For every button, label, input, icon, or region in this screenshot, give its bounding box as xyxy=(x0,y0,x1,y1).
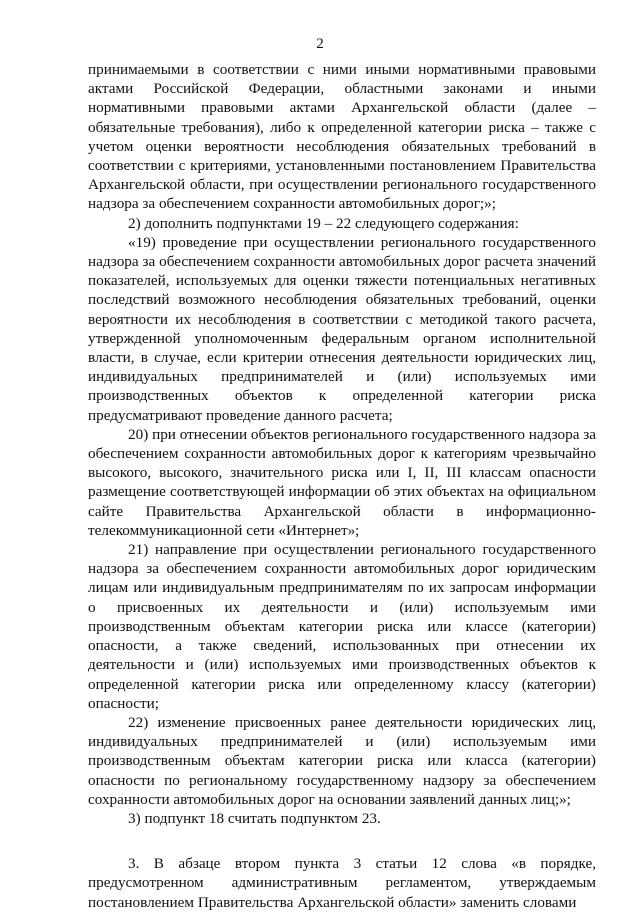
paragraph-subitem-2: 2) дополнить подпунктами 19 – 22 следующего содержания: xyxy=(128,214,519,232)
document-body xyxy=(88,60,596,912)
page-number: 2 xyxy=(316,36,324,52)
paragraph-subitem-19: «19) проведение при осуществлении регионального государственного надзора за обеспечением сохранности автомобильных дорог расчета значений показателей, используемых для оценки тяжести потенциальных негативных последствий возможного несоблюдения обязательных требований, оценки вероятности их несоблюдения в соответствии с методикой такого расчета, утвержденной уполномоченным федеральным органом исполнительной власти, в случае, если критерии отнесения деятельности юридических лиц, индивидуальных предпринимателей и (или) используемых ими производственных объектов к определенной категории риска предусматривают проведение данного расчета; xyxy=(88,233,596,424)
paragraph-subitem-22: 22) изменение присвоенных ранее деятельности юридических лиц, индивидуальных предпринимателей и (или) используемым ими производственным объектам категории риска или класса (категории) опасности по региональному государственному надзору за обеспечением сохранности автомобильных дорог на основании заявлений данных лиц;»; xyxy=(88,713,596,808)
paragraph-continuation: принимаемыми в соответствии с ними иными нормативными правовыми актами Российской Федерации, областными законами и иными нормативными правовыми актами Архангельской области (далее – обязательные требования), либо к определенной категории риска – также с учетом оценки вероятности несоблюдения обязательных требований в соответствии с критериями, установленными постановлением Правительства Архангельской области, при осуществлении регионального государственного надзора за обеспечением сохранности автомобильных дорог;»; xyxy=(88,61,596,213)
paragraph-item-3: 3. В абзаце втором пункта 3 статьи 12 слова «в порядке, предусмотренном административным регламентом, утверждаемым постановлением Правительства Архангельской области» заменить словами xyxy=(88,855,596,911)
paragraph-subitem-20: 20) при отнесении объектов регионального государственного надзора за обеспечением сохранности автомобильных дорог к категориям чрезвычайно высокого, высокого, значительного риска или I, II, III классам опасности размещение соответствующей информации об этих объектах на официальном сайте Правительства Архангельской области в информационно-телекоммуникационной сети «Интернет»; xyxy=(88,425,596,539)
paragraph-subitem-21: 21) направление при осуществлении регионального государственного надзора за обеспечением сохранности автомобильных дорог юридическим лицам или индивидуальным предпринимателям по их запросам информации о присвоенных их деятельности и (или) используемым ими производственным объектам категории риска или классе (категории) опасности, а также сведений, использованных при отнесении их деятельности и (или) используемых ими производственных объектов к определенной категории риска или определенному классу (категории) опасности; xyxy=(88,541,596,712)
paragraph-subitem-3: 3) подпункт 18 считать подпунктом 23. xyxy=(128,809,381,827)
